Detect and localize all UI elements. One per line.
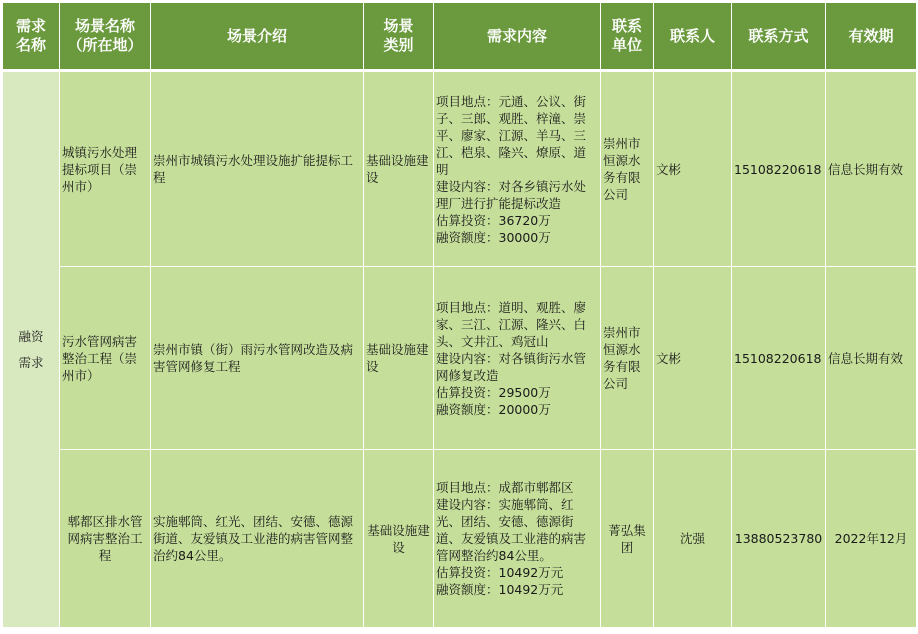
need-content-cell: 项目地点：元通、公议、街子、三郎、观胜、梓潼、崇平、廖家、江源、羊马、三江、桤泉、隆兴、燎原、道明 建设内容：对各乡镇污水处理厂进行扩能提标改造 估算投资：36720万 融资额度：30000万: [434, 71, 601, 267]
need-content-cell: 项目地点：道明、观胜、廖家、三江、江源、隆兴、白头、文井江、鸡冠山 建设内容：对各镇街污水管网修复改造 估算投资：29500万 融资额度：20000万: [434, 267, 601, 450]
contact-method-cell: 15108220618: [732, 267, 826, 450]
table-header-row: [3, 3, 917, 71]
validity-cell: 信息长期有效: [826, 267, 917, 450]
header-contact-person: 联系人: [654, 3, 732, 71]
contact-person-cell: 文彬: [654, 267, 732, 450]
table-row: [3, 450, 917, 628]
category-line-2: 需求: [18, 354, 44, 370]
contact-unit-cell: 崇州市恒源水务有限公司: [601, 71, 654, 267]
contact-unit-cell: 菁弘集团: [601, 450, 654, 628]
header-scene-intro: 场景介绍: [151, 3, 364, 71]
scene-intro-cell: 崇州市镇（街）雨污水管网改造及病害管网修复工程: [151, 267, 364, 450]
validity-cell: 2022年12月: [826, 450, 917, 628]
scene-name-cell: 污水管网病害整治工程（崇州市）: [60, 267, 151, 450]
table-row: [3, 267, 917, 450]
contact-method-cell: 15108220618: [732, 71, 826, 267]
contact-method-cell: 13880523780: [732, 450, 826, 628]
need-content-cell: 项目地点：成都市郫都区 建设内容：实施郫筒、红光、团结、安德、德源街道、友爱镇及工业港的病害管网整治约84公里。 估算投资：10492万元 融资额度：10492万元: [434, 450, 601, 628]
financing-needs-table: [2, 2, 917, 628]
header-validity: 有效期: [826, 3, 917, 71]
header-need-name: 需求 名称: [3, 3, 60, 71]
table-row: [3, 71, 917, 267]
scene-name-cell: 郫都区排水管网病害整治工程: [60, 450, 151, 628]
header-scene-name: 场景名称 （所在地）: [60, 3, 151, 71]
scene-type-cell: 基础设施建设: [364, 267, 434, 450]
scene-name-cell: 城镇污水处理提标项目（崇州市）: [60, 71, 151, 267]
scene-intro-cell: 崇州市城镇污水处理设施扩能提标工程: [151, 71, 364, 267]
scene-type-cell: 基础设施建设: [364, 71, 434, 267]
header-contact-method: 联系方式: [732, 3, 826, 71]
scene-intro-cell: 实施郫筒、红光、团结、安德、德源街道、友爱镇及工业港的病害管网整治约84公里。: [151, 450, 364, 628]
category-line-1: 融资: [18, 328, 44, 344]
header-contact-unit: 联系 单位: [601, 3, 654, 71]
header-scene-type: 场景 类别: [364, 3, 434, 71]
category-cell: [3, 71, 60, 628]
contact-person-cell: 文彬: [654, 71, 732, 267]
header-need-content: 需求内容: [434, 3, 601, 71]
scene-type-cell: 基础设施建设: [364, 450, 434, 628]
validity-cell: 信息长期有效: [826, 71, 917, 267]
contact-unit-cell: 崇州市恒源水务有限公司: [601, 267, 654, 450]
contact-person-cell: 沈强: [654, 450, 732, 628]
